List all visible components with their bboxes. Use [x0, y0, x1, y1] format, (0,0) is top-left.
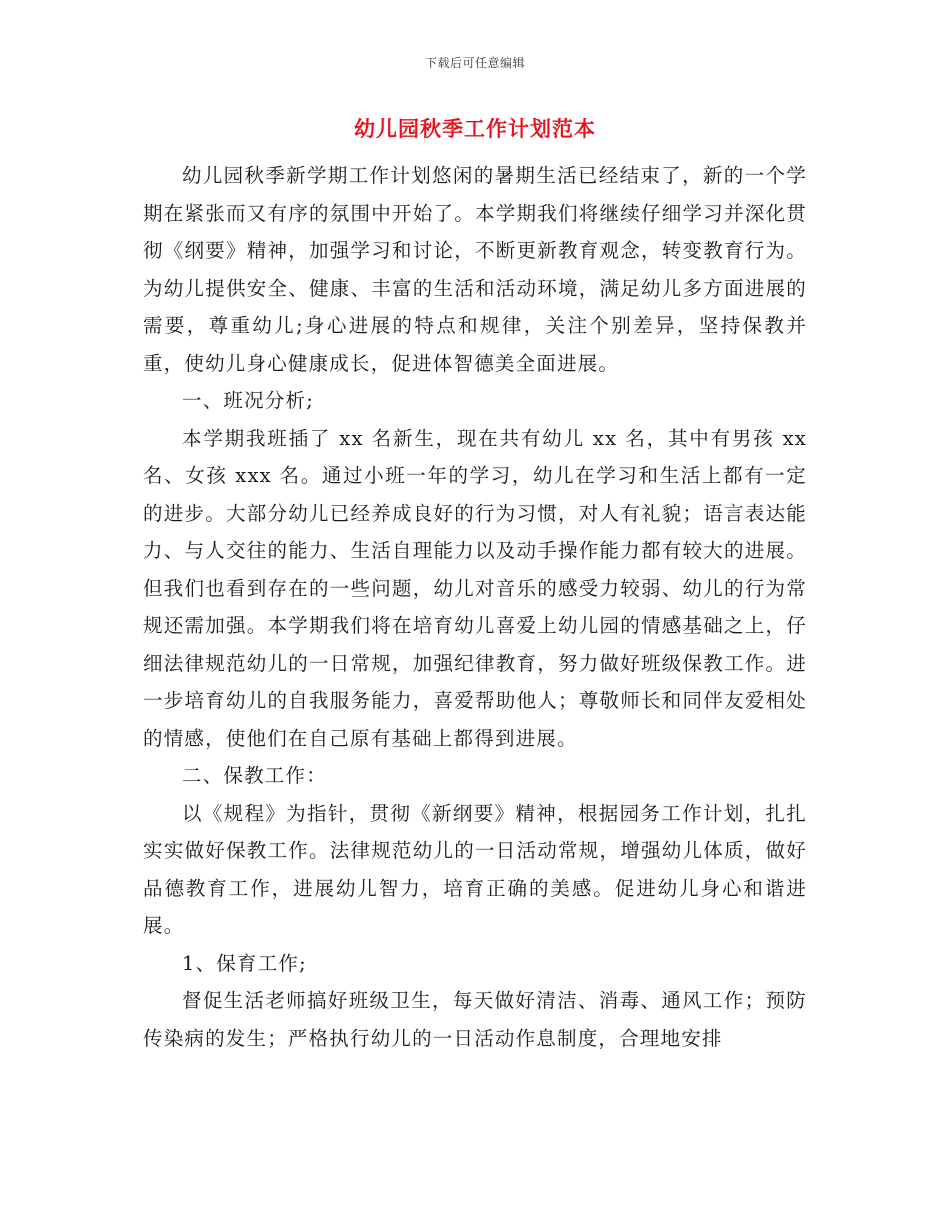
paragraph-class-analysis: 本学期我班插了 xx 名新生，现在共有幼儿 xx 名，其中有男孩 xx 名、女孩 xxx 名。通过小班一年的学习，幼儿在学习和生活上都有一定的进步。大部分幼儿已经养成良好的行为习惯，对人有礼貌；语言表达能力、与人交往的能力、生活自理能力以及动手操作能力都有较大的进展。但我们也看到存在的一些问题，幼儿对音乐的感受力较弱、幼儿的行为常规还需加强。本学期我们将在培育幼儿喜爱上幼儿园的情感基础之上，仔细法律规范幼儿的一日常规，加强纪律教育，努力做好班级保教工作。进一步培育幼儿的自我服务能力，喜爱帮助他人；尊敬师长和同伴友爱相处的情感，使他们在自己原有基础上都得到进展。 — [143, 426, 807, 750]
paragraph-nursing: 督促生活老师搞好班级卫生，每天做好清洁、消毒、通风工作；预防传染病的发生；严格执行幼儿的一日活动作息制度，合理地安排 — [143, 989, 807, 1050]
section-heading-care-education: 二、保教工作： — [182, 764, 327, 787]
document-title: 幼儿园秋季工作计划范本 — [354, 116, 596, 141]
header-note: 下载后可任意编辑 — [424, 56, 525, 70]
subsection-heading-nursing: 1、保育工作; — [182, 951, 307, 975]
section-heading-class-analysis: 一、班况分析; — [182, 389, 314, 412]
document-body — [143, 157, 807, 1057]
paragraph-intro: 幼儿园秋季新学期工作计划悠闲的暑期生活已经结束了，新的一个学期在紧张而又有序的氛围中开始了。本学期我们将继续仔细学习并深化贯彻《纲要》精神，加强学习和讨论，不断更新教育观念，转变教育行为。为幼儿提供安全、健康、丰富的生活和活动环境，满足幼儿多方面进展的需要，尊重幼儿;身心进展的特点和规律，关注个别差异，坚持保教并重，使幼儿身心健康成长，促进体智德美全面进展。 — [143, 164, 807, 375]
paragraph-care-education: 以《规程》为指针，贯彻《新纲要》精神，根据园务工作计划，扎扎实实做好保教工作。法律规范幼儿的一日活动常规，增强幼儿体质，做好品德教育工作，进展幼儿智力，培育正确的美感。促进幼儿身心和谐进展。 — [143, 801, 807, 937]
